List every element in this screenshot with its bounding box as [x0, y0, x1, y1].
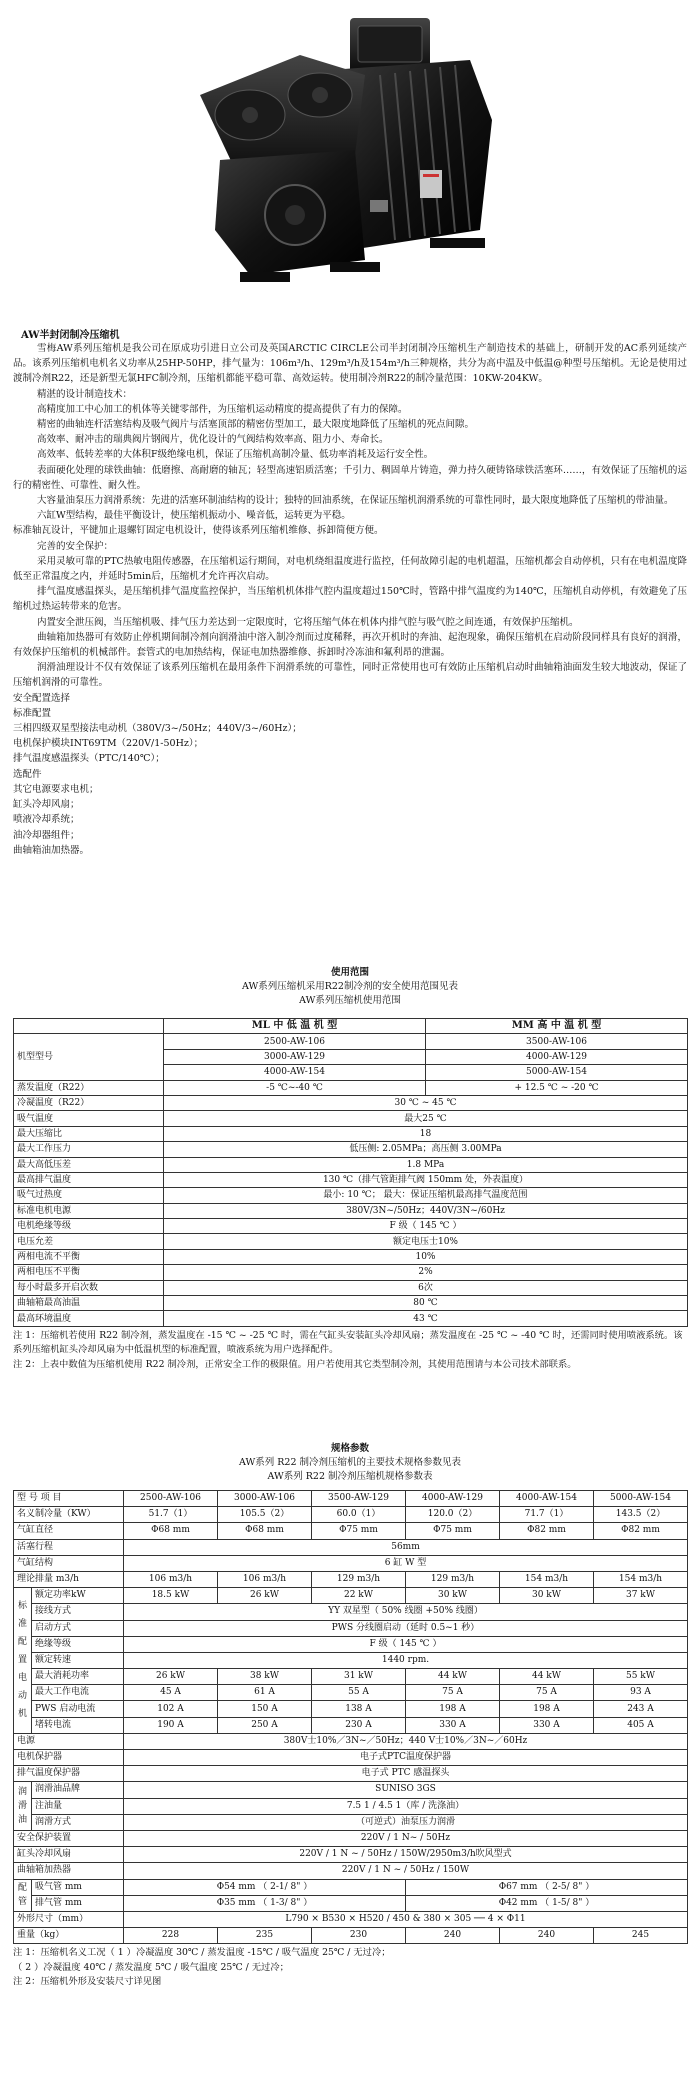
ml-model: 3000-AW-129 [164, 1049, 426, 1064]
cell: 电子式 PTC 感温探头 [124, 1766, 688, 1782]
cell: 198 A [500, 1701, 594, 1717]
design-heading: 精湛的设计制造技术： [37, 388, 133, 400]
cell: Φ68 mm [218, 1523, 312, 1539]
row-label: 绝缘等级 [32, 1636, 124, 1652]
cell: 106 m3/h [218, 1571, 312, 1587]
cell: 1440 rpm. [124, 1652, 688, 1668]
model-cell: 3000-AW-106 [218, 1491, 312, 1507]
usage-range-table [13, 1018, 688, 1327]
cell: YY 双星型（ 50% 线圈 +50% 线圈） [124, 1604, 688, 1620]
opt-heading: 选配件 [13, 768, 42, 780]
mm-model: 3500-AW-106 [426, 1034, 688, 1049]
cell: 220V / 1 N ~ / 50Hz / 150W/2950m3/h吹风型式 [124, 1847, 688, 1863]
cell: 38 kW [218, 1669, 312, 1685]
paragraph: 表面硬化处理的球铁曲轴：低磨擦、高耐磨的轴瓦；轻型高速铝质活塞；千引力、稠固单片铸造，弹力持久硬铸铬球铁活塞环……，有效保证了压缩机的运行的精密性、可靠性、耐久性。 [13, 464, 687, 491]
row-value: 18 [164, 1126, 688, 1141]
cell: 45 A [124, 1685, 218, 1701]
cell: 230 [312, 1928, 406, 1944]
row-label: 注油量 [32, 1798, 124, 1814]
cell: 240 [500, 1928, 594, 1944]
row-label: 曲轴箱加热器 [14, 1863, 124, 1879]
cell: SUNISO 3GS [124, 1782, 688, 1798]
model-cell: 5000-AW-154 [594, 1491, 688, 1507]
cell: 154 m3/h [500, 1571, 594, 1587]
cell: 245 [594, 1928, 688, 1944]
cell: F 级（ 145 ℃ ） [124, 1636, 688, 1652]
cell: 198 A [406, 1701, 500, 1717]
cell: 102 A [124, 1701, 218, 1717]
std-item: 排气温度感温探头（PTC/140℃）； [13, 753, 165, 765]
section-title: AW半封闭制冷压缩机 [21, 330, 120, 341]
row-label: 启动方式 [32, 1620, 124, 1636]
cell: L790 × B530 × H520 / 450 & 380 × 305 ── 4 × Φ11 [124, 1911, 688, 1927]
paragraph: 高效率、耐冲击的瑞典阀片钢阀片，优化设计的气阀结构效率高、阻力小、寿命长。 [37, 434, 389, 446]
row-label: 外形尺寸（mm） [14, 1911, 124, 1927]
note: 注 1：压缩机名义工况（ 1 ）冷凝温度 30℃ / 蒸发温度 -15℃ / 吸气温度 25℃ / 无过冷； [13, 1947, 391, 1959]
cell: 150 A [218, 1701, 312, 1717]
cell: 44 kW [500, 1669, 594, 1685]
row-label: 电机保护器 [14, 1750, 124, 1766]
opt-item: 喷液冷却系统； [13, 814, 80, 826]
group-label: 润滑油 [14, 1782, 32, 1831]
cell: 51.7（1） [124, 1507, 218, 1523]
group-label: 标准配置电动机 [14, 1588, 32, 1734]
row-label: 曲轴箱最高油温 [14, 1296, 164, 1311]
usage-range-section [13, 966, 687, 1373]
paragraph: 完善的安全保护： [37, 540, 114, 552]
cell: 129 m3/h [312, 1571, 406, 1587]
row-label: 最大高低压差 [14, 1157, 164, 1172]
opt-item: 油冷却器组件； [13, 829, 80, 841]
cell: 228 [124, 1928, 218, 1944]
row-label: 重量（kg） [14, 1928, 124, 1944]
row-value: 6次 [164, 1280, 688, 1295]
row-label: 活塞行程 [14, 1539, 124, 1555]
cell: 240 [406, 1928, 500, 1944]
row-label: 每小时最多开启次数 [14, 1280, 164, 1295]
safety-heading: 安全配置选择 [13, 692, 71, 704]
cell: 220V / 1 N~ / 50Hz [124, 1830, 688, 1846]
cell: 330 A [406, 1717, 500, 1733]
model-cell: 3500-AW-129 [312, 1491, 406, 1507]
specs-section [13, 1442, 687, 1990]
paragraph: 采用灵敏可靠的PTC热敏电阻传感器，在压缩机运行期间，对电机绕组温度进行监控，任何故障引起的电机超温，压缩机都会自动停机，只有在电机温度降低至正常温度之内，并延时5min后，压缩机才允许再次启动。 [13, 555, 687, 583]
row-label: 电机绝缘等级 [14, 1219, 164, 1234]
note: （ 2 ）冷凝温度 40℃ / 蒸发温度 5℃ / 吸气温度 25℃ / 无过冷； [13, 1961, 289, 1973]
std-item: 三相四级双星型接法电动机（380V/3~/50Hz；440V/3~/60Hz）； [13, 723, 302, 735]
cell: 44 kW [406, 1669, 500, 1685]
cell: 250 A [218, 1717, 312, 1733]
opt-item: 其它电源要求电机； [13, 783, 99, 795]
specs-table [13, 1490, 688, 1944]
note: 注 1：压缩机若使用 R22 制冷剂，蒸发温度在 -15 ℃ ~ -25 ℃ 时，需在气缸头安装缸头冷却风扇；蒸发温度在 -25 ℃ ~ -40 ℃ 时，还需同时使用喷液系统。该系列压缩机缸头冷却风扇为中低温机型的标准配置，喷液系统为用户选择配件。 [13, 1329, 683, 1356]
cell: 71.7（1） [500, 1507, 594, 1523]
cell: 230 A [312, 1717, 406, 1733]
paragraph: 高效率、低转差率的大体积F级绝缘电机，保证了压缩机高制冷量、低功率消耗及运行安全性。 [37, 449, 434, 461]
cell: 105.5（2） [218, 1507, 312, 1523]
row-value: 30 ℃ ~ 45 ℃ [164, 1095, 688, 1110]
row-value: 80 ℃ [164, 1296, 688, 1311]
row-value: 43 ℃ [164, 1311, 688, 1326]
model-cell: 2500-AW-106 [124, 1491, 218, 1507]
std-heading: 标准配置 [13, 707, 52, 719]
group-label: 配管 [14, 1879, 32, 1911]
mm-header: MM 高 中 温 机 型 [426, 1019, 688, 1034]
cell: 22 kW [312, 1588, 406, 1604]
row-label: 最大工作压力 [14, 1142, 164, 1157]
cell: 243 A [594, 1701, 688, 1717]
note: 注 2：上表中数值为压缩机使用 R22 制冷剂，正常安全工作的极限值。用户若使用其它类型制冷剂，其使用范围请与本公司技术部联系。 [13, 1359, 577, 1370]
row-value: 最小: 10 ℃； 最大：保证压缩机最高排气温度范围 [164, 1188, 688, 1203]
row-label: 额定转速 [32, 1652, 124, 1668]
cell: 330 A [500, 1717, 594, 1733]
row-value: 1.8 MPa [164, 1157, 688, 1172]
cell: 37 kW [594, 1588, 688, 1604]
section-title: 规格参数 [330, 1443, 369, 1454]
cell: 61 A [218, 1685, 312, 1701]
intro-section [13, 326, 687, 858]
cell: 56mm [124, 1539, 688, 1555]
row-label: 吸气管 mm [32, 1879, 124, 1895]
row-label: 电源 [14, 1733, 124, 1749]
ml-model: 4000-AW-154 [164, 1065, 426, 1080]
cell: 18.5 kW [124, 1588, 218, 1604]
paragraph: 高精度加工中心加工的机体等关键零部件，为压缩机运动精度的提高提供了有力的保障。 [37, 403, 408, 415]
cell: 31 kW [312, 1669, 406, 1685]
section-title: 使用范围 [330, 967, 369, 978]
row-value: 低压侧: 2.05MPa；高压侧 3.00MPa [164, 1142, 688, 1157]
cell: 93 A [594, 1685, 688, 1701]
row-label: 吸气过热度 [14, 1188, 164, 1203]
row-value: + 12.5 ℃ ~ -20 ℃ [426, 1080, 688, 1095]
note: 注 2：压缩机外形及安装尺寸详见图 [13, 1976, 162, 1988]
cell: 7.5 1 / 4.5 1（库 / 洗涤油） [124, 1798, 688, 1814]
model-cell: 4000-AW-129 [406, 1491, 500, 1507]
cell: Φ75 mm [406, 1523, 500, 1539]
row-value: -5 ℃~-40 ℃ [164, 1080, 426, 1095]
unit-text: m3/h [55, 1574, 79, 1585]
section-subtitle: AW系列压缩机采用R22制冷剂的安全使用范围见表 [242, 981, 458, 992]
row-value: 额定电压士10% [164, 1234, 688, 1249]
row-label: 额定功率kW [32, 1588, 124, 1604]
row-label: 润滑油品牌 [32, 1782, 124, 1798]
cell: Φ42 mm （ 1-5/ 8" ） [406, 1895, 688, 1911]
mm-model: 4000-AW-129 [426, 1049, 688, 1064]
opt-item: 曲轴箱油加热器。 [13, 844, 90, 856]
cell: Φ35 mm （ 1-3/ 8" ） [124, 1895, 406, 1911]
paragraph: 排气温度感温探头，是压缩机排气温度监控保护，当压缩机机体排气腔内温度超过150℃时，管路中排气温度约为140℃，压缩机自动停机，有效避免了压缩机过热运转带来的危害。 [13, 586, 687, 613]
row-label: 缸头冷却风扇 [14, 1847, 124, 1863]
row-label: PWS 启动电流 [32, 1701, 124, 1717]
cell: 75 A [406, 1685, 500, 1701]
ml-model: 2500-AW-106 [164, 1034, 426, 1049]
table-caption: AW系列压缩机使用范围 [299, 995, 401, 1006]
row-label: 最大压缩比 [14, 1126, 164, 1141]
cell: 143.5（2） [594, 1507, 688, 1523]
row-label: 蒸发温度（R22） [14, 1080, 164, 1095]
cell: 235 [218, 1928, 312, 1944]
row-label-text: 理论排量 [17, 1574, 54, 1585]
ml-header: ML 中 低 温 机 型 [164, 1019, 426, 1034]
paragraph: 润滑油理设计不仅有效保证了该系列压缩机在最用条件下润滑系统的可靠性，同时正常使用也可有效防止压缩机启动时曲轴箱油面发生较大地波动，保证了压缩机润滑的可靠性。 [13, 662, 687, 689]
cell: （可逆式）油泵压力润滑 [124, 1814, 688, 1830]
row-value: 380V/3N~/50Hz；440V/3N~/60Hz [164, 1203, 688, 1218]
intro-paragraph: 雪梅AW系列压缩机是我公司在原成功引进日立公司及英国ARCTIC CIRCLE公司半封闭制冷压缩机生产制造技术的基础上，研制开发的AC系列延续产品。该系列压缩机电机名义功率从25HP-50HP，排气量为：106m³/h、129m³/h及154m³/h三种规格，共分为高中温及中低温@种型号压缩机。无论是使用过渡制冷剂R22，还是新型无氯HFC制冷剂，压缩机都能平稳可靠、高效运转。使用制冷剂R22的制冷量范围：10KW-204KW。 [13, 343, 687, 385]
paragraph: 精密的曲轴连杆活塞结构及吸气阀片与活塞顶部的精密仿型加工，最大限度地降低了压缩机的死点间隙。 [37, 419, 475, 431]
row-label: 气缸结构 [14, 1555, 124, 1571]
cell: Φ67 mm （ 2-5/ 8" ） [406, 1879, 688, 1895]
cell: 55 A [312, 1685, 406, 1701]
cell: Φ68 mm [124, 1523, 218, 1539]
row-label: 气缸直径 [14, 1523, 124, 1539]
row-label: 接线方式 [32, 1604, 124, 1620]
row-value: 2% [164, 1265, 688, 1280]
row-label: 最高环境温度 [14, 1311, 164, 1326]
mm-model: 5000-AW-154 [426, 1065, 688, 1080]
cell: 190 A [124, 1717, 218, 1733]
paragraph: 内置安全泄压阀，当压缩机吸、排气压力差达到一定限度时，它将压缩气体在机体内排气腔与吸气腔之间连通，有效保护压缩机。 [37, 616, 579, 628]
cell: 220V / 1 N ~ / 50Hz / 150W [124, 1863, 688, 1879]
cell: Φ82 mm [500, 1523, 594, 1539]
paragraph: 曲轴箱加热器可有效防止停机期间制冷剂向润滑油中溶入制冷剂而过度稀释，再次开机时的奔油、起泡现象，确保压缩机在启动阶段同样具有良好的润滑，有效保护压缩机的机械部件。套管式的电加热结构，保证电加热器维修、拆卸时冷冻油和氟利昂的泄漏。 [13, 631, 687, 659]
row-label [14, 1571, 124, 1587]
row-label: 吸气温度 [14, 1111, 164, 1126]
opt-item: 缸头冷却风扇； [13, 799, 80, 811]
std-item: 电机保护模块INT69TM（220V/1-50Hz）； [13, 738, 204, 750]
cell: 154 m3/h [594, 1571, 688, 1587]
row-label: 两相电压不平衡 [14, 1265, 164, 1280]
row-label: 排气温度保护器 [14, 1766, 124, 1782]
cell: 55 kW [594, 1669, 688, 1685]
cell: 26 kW [124, 1669, 218, 1685]
cell: Φ82 mm [594, 1523, 688, 1539]
row-label: 排气管 mm [32, 1895, 124, 1911]
cell: 380V士10%／3N~／50Hz；440 V士10%／3N~／60Hz [124, 1733, 688, 1749]
cell: 106 m3/h [124, 1571, 218, 1587]
paragraph: 大容量油泵压力润滑系统：先进的活塞环制油结构的设计；独特的回油系统，在保证压缩机润滑系统的可靠性同时，最大限度地降低了压缩机的带油量。 [37, 495, 674, 507]
row-value: 最大25 ℃ [164, 1111, 688, 1126]
row-value: 10% [164, 1249, 688, 1264]
row-label: 名义制冷量（KW） [14, 1507, 124, 1523]
cell: 75 A [500, 1685, 594, 1701]
table-caption: AW系列 R22 制冷剂压缩机规格参数表 [267, 1471, 433, 1482]
section-subtitle: AW系列 R22 制冷剂压缩机的主要技术规格参数见表 [238, 1457, 462, 1468]
cell: 6 缸 W 型 [124, 1555, 688, 1571]
row-label: 最高排气温度 [14, 1172, 164, 1187]
row-label: 标准电机电源 [14, 1203, 164, 1218]
model-label: 机型型号 [14, 1034, 164, 1080]
row-label: 安全保护装置 [14, 1830, 124, 1846]
cell: 60.0（1） [312, 1507, 406, 1523]
row-label: 冷凝温度（R22） [14, 1095, 164, 1110]
cell: 129 m3/h [406, 1571, 500, 1587]
row-label: 电压允差 [14, 1234, 164, 1249]
row-value: 130 ℃（排气管距排气阀 150mm 处，外表温度） [164, 1172, 688, 1187]
row-label: 润滑方式 [32, 1814, 124, 1830]
cell: Φ75 mm [312, 1523, 406, 1539]
cell: Φ54 mm （ 2-1/ 8" ） [124, 1879, 406, 1895]
row-value: F 级（ 145 ℃ ） [164, 1219, 688, 1234]
cell: 30 kW [500, 1588, 594, 1604]
cell: 405 A [594, 1717, 688, 1733]
cell: 120.0（2） [406, 1507, 500, 1523]
cell: 电子式PTC温度保护器 [124, 1750, 688, 1766]
row-label: 最大消耗功率 [32, 1669, 124, 1685]
row-label: 最大工作电流 [32, 1685, 124, 1701]
cell: PWS 分线圈启动（延时 0.5~1 秒） [124, 1620, 688, 1636]
compressor-image [180, 0, 510, 320]
model-label: 型 号 项 目 [14, 1491, 124, 1507]
paragraph: 标准轴瓦设计，平键加止退螺钉固定电机设计，使得该系列压缩机维修、拆卸简便方便。 [13, 525, 384, 537]
row-label: 两相电流不平衡 [14, 1249, 164, 1264]
paragraph: 六缸W型结构，最佳平衡设计，使压缩机振动小、噪音低，运转更为平稳。 [37, 510, 351, 522]
cell: 138 A [312, 1701, 406, 1717]
cell: 26 kW [218, 1588, 312, 1604]
cell: 30 kW [406, 1588, 500, 1604]
model-cell: 4000-AW-154 [500, 1491, 594, 1507]
row-label: 堵转电流 [32, 1717, 124, 1733]
